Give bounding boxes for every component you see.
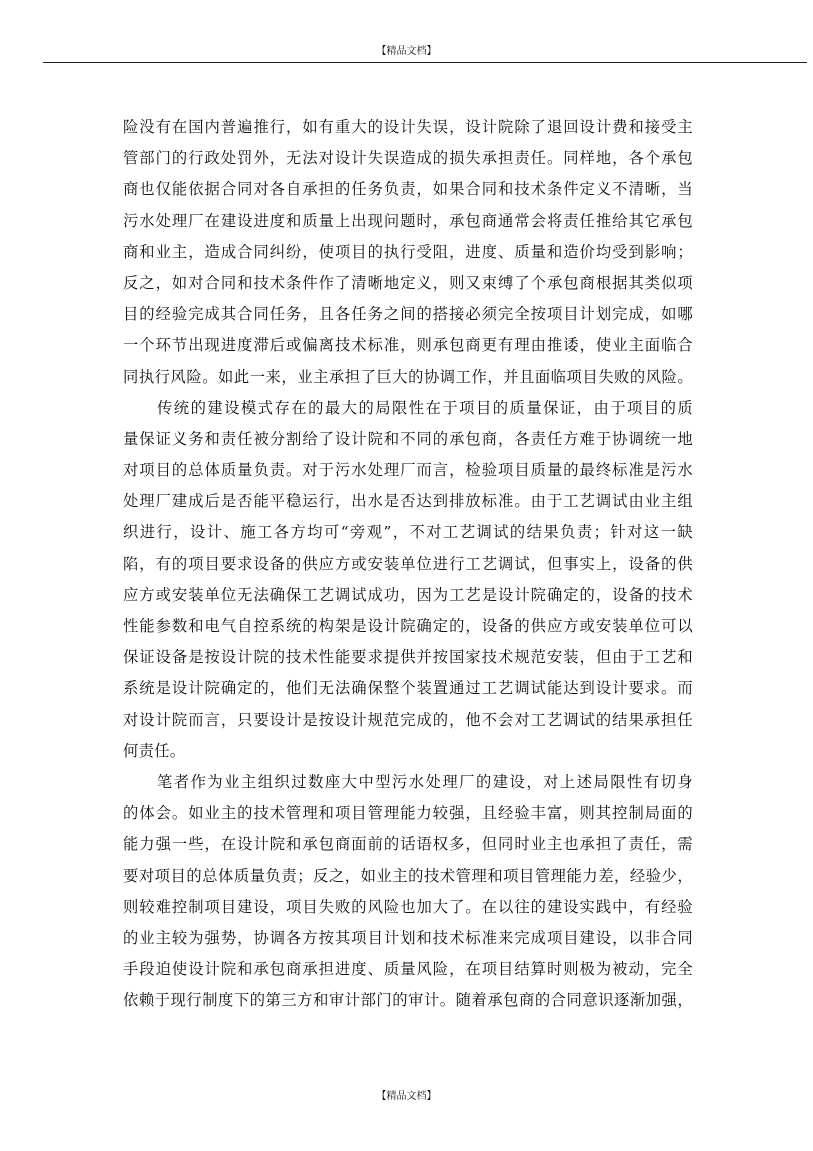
text-line: 要对项目的总体质量负责；反之，如业主的技术管理和项目管理能力差，经验少， (123, 866, 693, 885)
text-line: 的体会。如业主的技术管理和项目管理能力较强，且经验丰富，则其控制局面的 (123, 804, 693, 823)
text-line: 商也仅能依据合同对各自承担的任务负责，如果合同和技术条件定义不清晰，当 (123, 180, 693, 199)
text-line: 一个环节出现进度滞后或偏离技术标准，则承包商更有理由推诿，使业主面临合 (123, 336, 693, 355)
paragraph-1 (123, 112, 693, 393)
text-line: 织进行，设计、施工各方均可“旁观”，不对工艺调试的结果负责；针对这一缺 (123, 523, 693, 542)
page-footer: 【精品文档】 (376, 1091, 437, 1102)
text-line: 传统的建设模式存在的最大的局限性在于项目的质量保证，由于项目的质 (157, 398, 693, 417)
text-line: 手段迫使设计院和承包商承担进度、质量风险，在项目结算时则极为被动，完全 (123, 960, 693, 979)
page-header: 【精品文档】 (376, 46, 437, 57)
text-line: 依赖于现行制度下的第三方和审计部门的审计。随着承包商的合同意识逐渐加强， (123, 991, 693, 1010)
text-line: 应方或安装单位无法确保工艺调试成功，因为工艺是设计院确定的，设备的技术 (123, 585, 693, 604)
text-line: 何责任。 (123, 741, 186, 760)
text-line: 陷，有的项目要求设备的供应方或安装单位进行工艺调试，但事实上，设备的供 (123, 554, 693, 573)
document-body (123, 112, 693, 1016)
text-line: 对项目的总体质量负责。对于污水处理厂而言，检验项目质量的最终标准是污水 (123, 461, 693, 480)
text-line: 管部门的行政处罚外，无法对设计失误造成的损失承担责任。同样地，各个承包 (123, 149, 693, 168)
text-line: 对设计院而言，只要设计是按设计规范完成的，他不会对工艺调试的结果承担任 (123, 710, 693, 729)
text-line: 商和业主，造成合同纠纷，使项目的执行受阻，进度、质量和造价均受到影响； (123, 242, 693, 261)
text-line: 量保证义务和责任被分割给了设计院和不同的承包商，各责任方难于协调统一地 (123, 429, 693, 448)
text-line: 污水处理厂在建设进度和质量上出现问题时，承包商通常会将责任推给其它承包 (123, 211, 693, 230)
text-line: 同执行风险。如此一来，业主承担了巨大的协调工作，并且面临项目失败的风险。 (123, 367, 693, 386)
text-line: 的业主较为强势，协调各方按其项目计划和技术标准来完成项目建设，以非合同 (123, 928, 693, 947)
text-line: 则较难控制项目建设，项目失败的风险也加大了。在以往的建设实践中，有经验 (123, 897, 693, 916)
text-line: 险没有在国内普遍推行，如有重大的设计失误，设计院除了退回设计费和接受主 (123, 118, 693, 136)
paragraph-2 (123, 393, 693, 767)
text-line: 反之，如对合同和技术条件作了清晰地定义，则又束缚了个承包商根据其类似项 (123, 273, 693, 292)
text-line: 笔者作为业主组织过数座大中型污水处理厂的建设，对上述局限性有切身 (157, 772, 693, 791)
text-line: 系统是设计院确定的，他们无法确保整个装置通过工艺调试能达到设计要求。而 (123, 679, 693, 698)
text-line: 保证设备是按设计院的技术性能要求提供并按国家技术规范安装，但由于工艺和 (123, 648, 693, 667)
text-line: 能力强一些，在设计院和承包商面前的话语权多，但同时业主也承担了责任，需 (123, 835, 693, 854)
text-line: 处理厂建成后是否能平稳运行，出水是否达到排放标准。由于工艺调试由业主组 (123, 492, 693, 511)
text-line: 目的经验完成其合同任务，且各任务之间的搭接必须完全按项目计划完成，如哪 (123, 305, 693, 324)
paragraph-3 (123, 767, 693, 1017)
text-line: 性能参数和电气自控系统的构架是设计院确定的，设备的供应方或安装单位可以 (123, 617, 693, 635)
header-divider (43, 62, 807, 63)
